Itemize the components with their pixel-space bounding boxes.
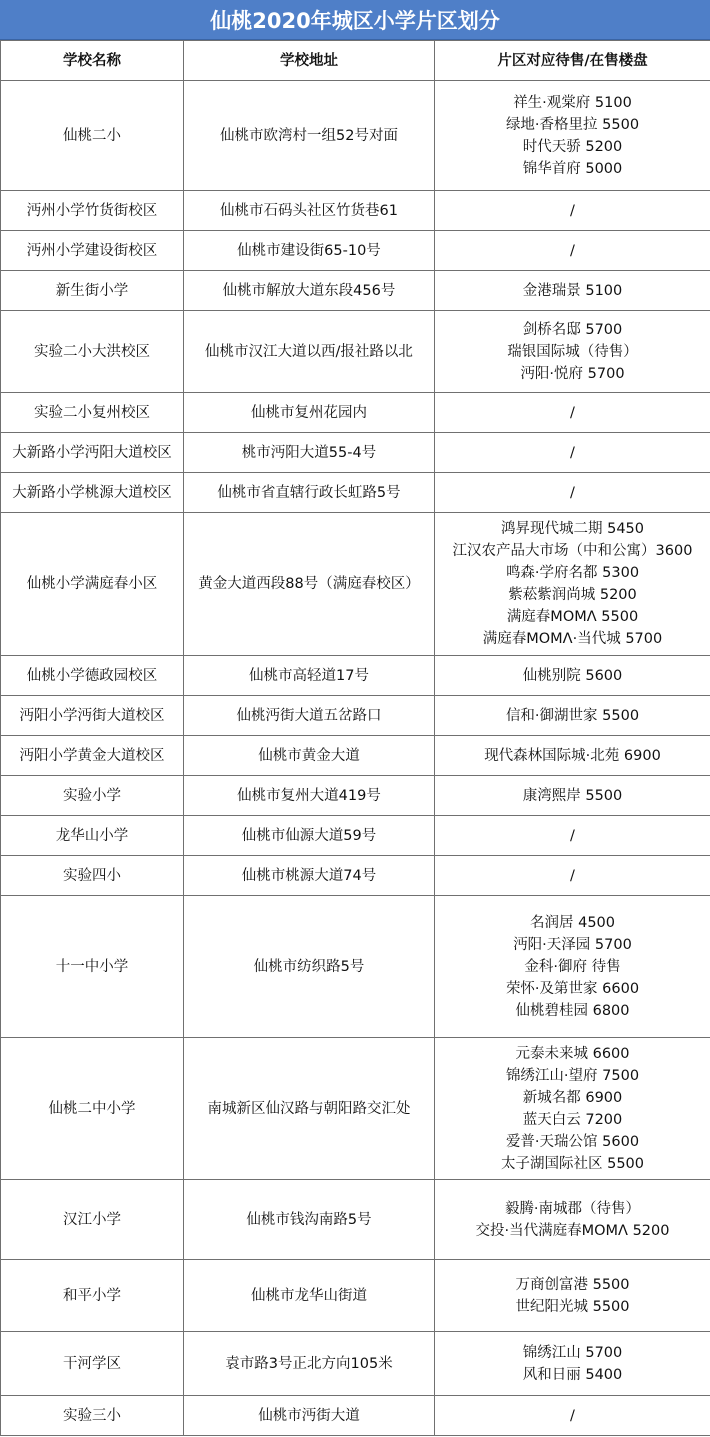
table-row — [1, 433, 710, 473]
estates-cell — [435, 1180, 710, 1260]
estate-item: / — [570, 1407, 575, 1424]
school-name-cell: 实验二小大洪校区 — [1, 311, 184, 393]
header-row — [1, 41, 710, 81]
school-name-cell: 沔阳小学黄金大道校区 — [1, 736, 184, 776]
table-row — [1, 311, 710, 393]
estate-item: 时代天骄 5200 — [522, 138, 623, 155]
table-row — [1, 513, 710, 656]
school-address-cell: 仙桃市欧湾村一组52号对面 — [184, 81, 435, 191]
estate-item: 太子湖国际社区 5500 — [500, 1155, 644, 1172]
estate-item: 现代森林国际城·北苑 6900 — [484, 747, 661, 764]
school-address-cell: 仙桃市复州大道419号 — [184, 776, 435, 816]
table-row — [1, 81, 710, 191]
estate-item: / — [570, 242, 575, 259]
estate-item: 紫菘紫润尚城 5200 — [508, 587, 637, 603]
school-name-cell: 十一中小学 — [1, 896, 184, 1038]
table-row — [1, 816, 710, 856]
estate-item: 康湾熙岸 5500 — [522, 787, 623, 804]
estates-cell — [435, 393, 710, 433]
estate-item: 金港瑞景 5100 — [522, 282, 623, 299]
school-address-cell: 仙桃沔街大道五岔路口 — [184, 696, 435, 736]
estates-cell — [435, 1260, 710, 1332]
estate-item: 名润居 4500 — [529, 914, 615, 931]
estates-cell — [435, 1396, 710, 1436]
school-name-cell: 实验三小 — [1, 1396, 184, 1436]
estates-cell — [435, 191, 710, 231]
table-row — [1, 1396, 710, 1436]
estate-item: 鸣森·学府名都 5300 — [505, 565, 640, 581]
estate-item: 荣怀·及第世家 6600 — [505, 980, 640, 997]
estate-item: 信和·御湖世家 5500 — [505, 707, 640, 724]
school-address-cell: 仙桃市龙华山街道 — [184, 1260, 435, 1332]
estate-item: 江汉农产品大市场（中和公寓）3600 — [452, 543, 693, 559]
estate-item: 毅腾·南城郡（待售） — [504, 1200, 641, 1217]
estates-cell — [435, 736, 710, 776]
school-name-cell: 实验小学 — [1, 776, 184, 816]
estate-item: 锦绣江山 5700 — [522, 1344, 623, 1361]
estate-item: / — [570, 827, 575, 844]
estates-cell — [435, 696, 710, 736]
school-address-cell: 仙桃市纺织路5号 — [184, 896, 435, 1038]
estate-item: / — [570, 867, 575, 884]
school-address-cell: 仙桃市省直辖行政长虹路5号 — [184, 473, 435, 513]
school-address-cell: 南城新区仙汉路与朝阳路交汇处 — [184, 1038, 435, 1180]
estate-item: 爱普·天瑞公馆 5600 — [505, 1133, 640, 1150]
table-row — [1, 776, 710, 816]
estate-item: 新城名都 6900 — [522, 1089, 623, 1106]
school-address-cell: 仙桃市桃源大道74号 — [184, 856, 435, 896]
table-row — [1, 896, 710, 1038]
estate-item: 沔阳·天泽园 5700 — [513, 936, 632, 953]
school-name-cell: 仙桃二中小学 — [1, 1038, 184, 1180]
table-row — [1, 1332, 710, 1396]
school-name-cell: 实验二小复州校区 — [1, 393, 184, 433]
school-name-cell: 沔阳小学沔街大道校区 — [1, 696, 184, 736]
school-address-cell: 仙桃市沔街大道 — [184, 1396, 435, 1436]
estate-item: 蓝天白云 7200 — [522, 1111, 623, 1128]
estate-item: 瑞银国际城（待售） — [507, 343, 638, 360]
school-address-cell: 仙桃市黄金大道 — [184, 736, 435, 776]
school-address-cell: 仙桃市仙源大道59号 — [184, 816, 435, 856]
table-title: 仙桃2020年城区小学片区划分 — [0, 0, 710, 40]
school-name-cell: 沔州小学竹货街校区 — [1, 191, 184, 231]
table-row — [1, 1180, 710, 1260]
header-school-address: 学校地址 — [184, 41, 435, 81]
estates-cell — [435, 231, 710, 271]
estate-item: 沔阳·悦府 5700 — [520, 365, 625, 382]
table-row — [1, 856, 710, 896]
school-name-cell: 实验四小 — [1, 856, 184, 896]
school-address-cell: 仙桃市高轻道17号 — [184, 656, 435, 696]
estate-item: 元泰未来城 6600 — [515, 1045, 630, 1062]
estates-cell — [435, 513, 710, 656]
estates-cell — [435, 856, 710, 896]
estate-item: / — [570, 202, 575, 219]
school-address-cell: 仙桃市汉江大道以西/报社路以北 — [184, 311, 435, 393]
estate-item: / — [570, 404, 575, 421]
estates-cell — [435, 1332, 710, 1396]
estates-cell — [435, 1038, 710, 1180]
school-name-cell: 大新路小学桃源大道校区 — [1, 473, 184, 513]
estate-item: 万商创富港 5500 — [515, 1276, 630, 1293]
estate-item: 祥生·观棠府 5100 — [513, 94, 632, 111]
estates-cell — [435, 81, 710, 191]
table-body — [1, 81, 710, 1436]
school-district-table — [0, 40, 710, 1436]
school-address-cell: 袁市路3号正北方向105米 — [184, 1332, 435, 1396]
estate-item: 剑桥名邸 5700 — [522, 321, 623, 338]
estate-item: 仙桃别院 5600 — [522, 667, 623, 684]
school-name-cell: 仙桃小学满庭春小区 — [1, 513, 184, 656]
school-name-cell: 沔州小学建设街校区 — [1, 231, 184, 271]
estates-cell — [435, 776, 710, 816]
table-row — [1, 696, 710, 736]
school-address-cell: 仙桃市解放大道东段456号 — [184, 271, 435, 311]
estate-item: 风和日丽 5400 — [522, 1366, 623, 1383]
estate-item: / — [570, 444, 575, 461]
estates-cell — [435, 656, 710, 696]
estates-cell — [435, 271, 710, 311]
estates-cell — [435, 816, 710, 856]
estate-item: 满庭春MOMΛ 5500 — [506, 609, 639, 625]
estate-item: 交投·当代满庭春MOMΛ 5200 — [475, 1222, 670, 1239]
table-row — [1, 473, 710, 513]
school-address-cell: 仙桃市钱沟南路5号 — [184, 1180, 435, 1260]
table-row — [1, 1038, 710, 1180]
school-name-cell: 龙华山小学 — [1, 816, 184, 856]
estate-item: 绿地·香格里拉 5500 — [505, 116, 640, 133]
estate-item: 仙桃碧桂园 6800 — [515, 1002, 630, 1019]
table-row — [1, 231, 710, 271]
school-address-cell: 桃市沔阳大道55-4号 — [184, 433, 435, 473]
estate-item: 满庭春MOMΛ·当代城 5700 — [482, 631, 663, 647]
estates-cell — [435, 896, 710, 1038]
school-name-cell: 仙桃小学德政园校区 — [1, 656, 184, 696]
table-row — [1, 736, 710, 776]
school-name-cell: 干河学区 — [1, 1332, 184, 1396]
header-estates: 片区对应待售/在售楼盘 — [435, 41, 710, 81]
school-address-cell: 仙桃市建设街65-10号 — [184, 231, 435, 271]
estates-cell — [435, 433, 710, 473]
estate-item: 世纪阳光城 5500 — [515, 1298, 630, 1315]
table-row — [1, 1260, 710, 1332]
school-address-cell: 黄金大道西段88号（满庭春校区） — [184, 513, 435, 656]
estates-cell — [435, 311, 710, 393]
table-row — [1, 393, 710, 433]
school-address-cell: 仙桃市复州花园内 — [184, 393, 435, 433]
school-name-cell: 汉江小学 — [1, 1180, 184, 1260]
estate-item: 锦华首府 5000 — [522, 160, 623, 177]
table-row — [1, 271, 710, 311]
school-name-cell: 仙桃二小 — [1, 81, 184, 191]
estate-item: 锦绣江山·望府 7500 — [505, 1067, 640, 1084]
table-row — [1, 191, 710, 231]
table-row — [1, 656, 710, 696]
school-name-cell: 和平小学 — [1, 1260, 184, 1332]
school-name-cell: 新生街小学 — [1, 271, 184, 311]
header-school-name: 学校名称 — [1, 41, 184, 81]
estate-item: 鸿昇现代城二期 5450 — [500, 521, 644, 537]
estates-cell — [435, 473, 710, 513]
estate-item: / — [570, 484, 575, 501]
school-name-cell: 大新路小学沔阳大道校区 — [1, 433, 184, 473]
school-address-cell: 仙桃市石码头社区竹货巷61 — [184, 191, 435, 231]
estate-item: 金科·御府 待售 — [524, 958, 621, 975]
